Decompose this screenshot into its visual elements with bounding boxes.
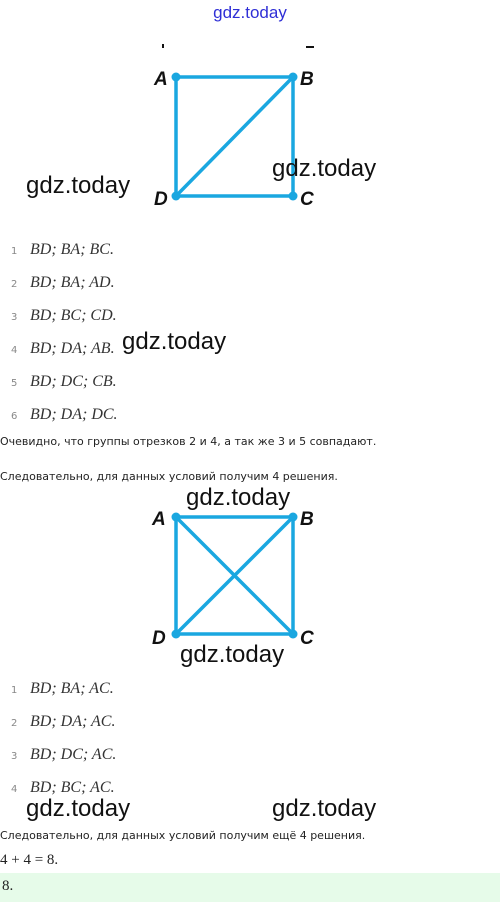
watermark: gdz.today: [272, 155, 377, 182]
list-item: BD; DA; AB.: [30, 340, 115, 357]
vertex-d-dot: [172, 630, 181, 639]
vertex-b-dot: [289, 73, 298, 82]
watermark: gdz.today: [122, 328, 227, 355]
list-item: BD; BC; AC.: [30, 779, 115, 796]
paragraph: Очевидно, что группы отрезков 2 и 4, а так же 3 и 5 совпадают.: [0, 435, 377, 448]
vertex-c-label: C: [300, 189, 314, 210]
equation: 4 + 4 = 8.: [0, 852, 59, 868]
paragraph: Следовательно, для данных условий получим ещё 4 решения.: [0, 829, 366, 842]
watermark: gdz.today: [180, 641, 285, 668]
list-item: BD; BA; BC.: [30, 241, 114, 258]
vertex-a-label: A: [152, 509, 166, 530]
vertex-c-label: C: [300, 628, 314, 649]
watermark: gdz.today: [26, 795, 131, 822]
list-number: 4: [11, 784, 18, 795]
vertex-a-label: A: [154, 69, 168, 90]
list-number: 2: [11, 718, 18, 729]
vertex-d-label: D: [152, 628, 166, 649]
figure-square-one-diagonal: [140, 38, 340, 213]
list-item: BD; DA; AC.: [30, 713, 116, 730]
vertex-b-label: B: [300, 509, 314, 530]
list-number: 3: [11, 312, 18, 323]
answer-text: 8.: [2, 878, 14, 894]
answer-box: [0, 873, 500, 902]
list-item: BD; DC; CB.: [30, 373, 117, 390]
watermark: gdz.today: [26, 172, 131, 199]
paragraph: Следовательно, для данных условий получим 4 решения.: [0, 470, 338, 483]
list-number: 4: [11, 345, 18, 356]
list-item: BD; DA; DC.: [30, 406, 118, 423]
list-item: BD; BA; AC.: [30, 680, 114, 697]
vertex-a-dot: [172, 73, 181, 82]
vertex-c-dot: [289, 192, 298, 201]
list-number: 3: [11, 751, 18, 762]
watermark: gdz.today: [272, 795, 377, 822]
list-number: 5: [11, 378, 18, 389]
list-item: BD; BC; CD.: [30, 307, 117, 324]
list-item: BD; BA; AD.: [30, 274, 115, 291]
list-number: 1: [11, 685, 18, 696]
segments: [176, 517, 293, 634]
vertex-a-dot: [172, 513, 181, 522]
watermark: gdz.today: [186, 484, 291, 511]
watermark-top: gdz.today: [213, 3, 287, 22]
vertex-b-label: B: [300, 69, 314, 90]
vertex-d-dot: [172, 192, 181, 201]
figure-square-two-diagonals: [140, 500, 340, 650]
list-number: 1: [11, 246, 18, 257]
list-item: BD; DC; AC.: [30, 746, 117, 763]
vertex-d-label: D: [154, 189, 168, 210]
list-number: 6: [11, 411, 18, 422]
vertex-b-dot: [289, 513, 298, 522]
vertex-c-dot: [289, 630, 298, 639]
list-number: 2: [11, 279, 18, 290]
